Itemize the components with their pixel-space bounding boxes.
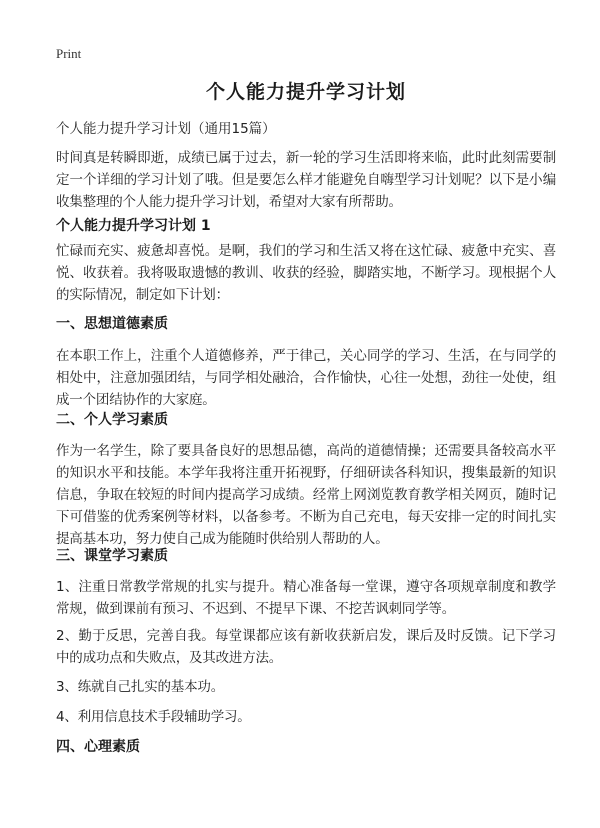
section-heading-plan-1: 个人能力提升学习计划 1 <box>56 218 211 234</box>
class-item-2: 2、勤于反思，完善自我。每堂课都应该有新收获新启发，课后及时反馈。记下学习中的成功点和失败点，及其改进方法。 <box>56 628 556 666</box>
page-title: 个人能力提升学习计划 <box>205 81 406 103</box>
section-heading-moral: 一、思想道德素质 <box>56 316 168 332</box>
section-heading-study: 二、个人学习素质 <box>56 412 168 428</box>
print-link[interactable]: Print <box>56 46 82 61</box>
study-paragraph: 作为一名学生，除了要具备良好的思想品德，高尚的道德情操；还需要具备较高水平的知识水平和技能。本学年我将注重开拓视野，仔细研读各科知识，搜集最新的知识信息，争取在较短的时间内提高学习成绩。经常上网浏览教育教学相关网页，随时记下可借鉴的优秀案例等材料，以备参考。不断为自己充电，每天安排一定的时间扎实提高基本功，努力使自己成为能随时供给别人帮助的人。 <box>56 443 556 547</box>
section-heading-mind: 四、心理素质 <box>56 739 140 755</box>
document-subtitle: 个人能力提升学习计划（通用15篇） <box>56 121 276 137</box>
moral-paragraph: 在本职工作上，注重个人道德修养，严于律己，关心同学的学习、生活，在与同学的相处中，注意加强团结，与同学相处融洽，合作愉快，心往一处想，劲往一处使，组成一个团结协作的大家庭。 <box>56 348 556 408</box>
class-item-4: 4、利用信息技术手段辅助学习。 <box>56 709 251 725</box>
intro-paragraph: 时间真是转瞬即逝，成绩已属于过去，新一轮的学习生活即将来临，此时此刻需要制定一个详细的学习计划了哦。但是要怎么样才能避免自嗨型学习计划呢？以下是小编收集整理的个人能力提升学习计划，希望对大家有所帮助。 <box>56 150 556 210</box>
class-item-3: 3、练就自己扎实的基本功。 <box>56 679 224 695</box>
plan-1-paragraph: 忙碌而充实、疲惫却喜悦。是啊，我们的学习和生活又将在这忙碌、疲惫中充实、喜悦、收获着。我将吸取遗憾的教训、收获的经验，脚踏实地，不断学习。现根据个人的实际情况，制定如下计划： <box>56 243 556 303</box>
section-heading-class: 三、课堂学习素质 <box>56 548 168 564</box>
class-item-1: 1、注重日常教学常规的扎实与提升。精心准备每一堂课，遵守各项规章制度和教学常规，做到课前有预习、不迟到、不提早下课、不挖苦讽刺同学等。 <box>56 579 556 617</box>
